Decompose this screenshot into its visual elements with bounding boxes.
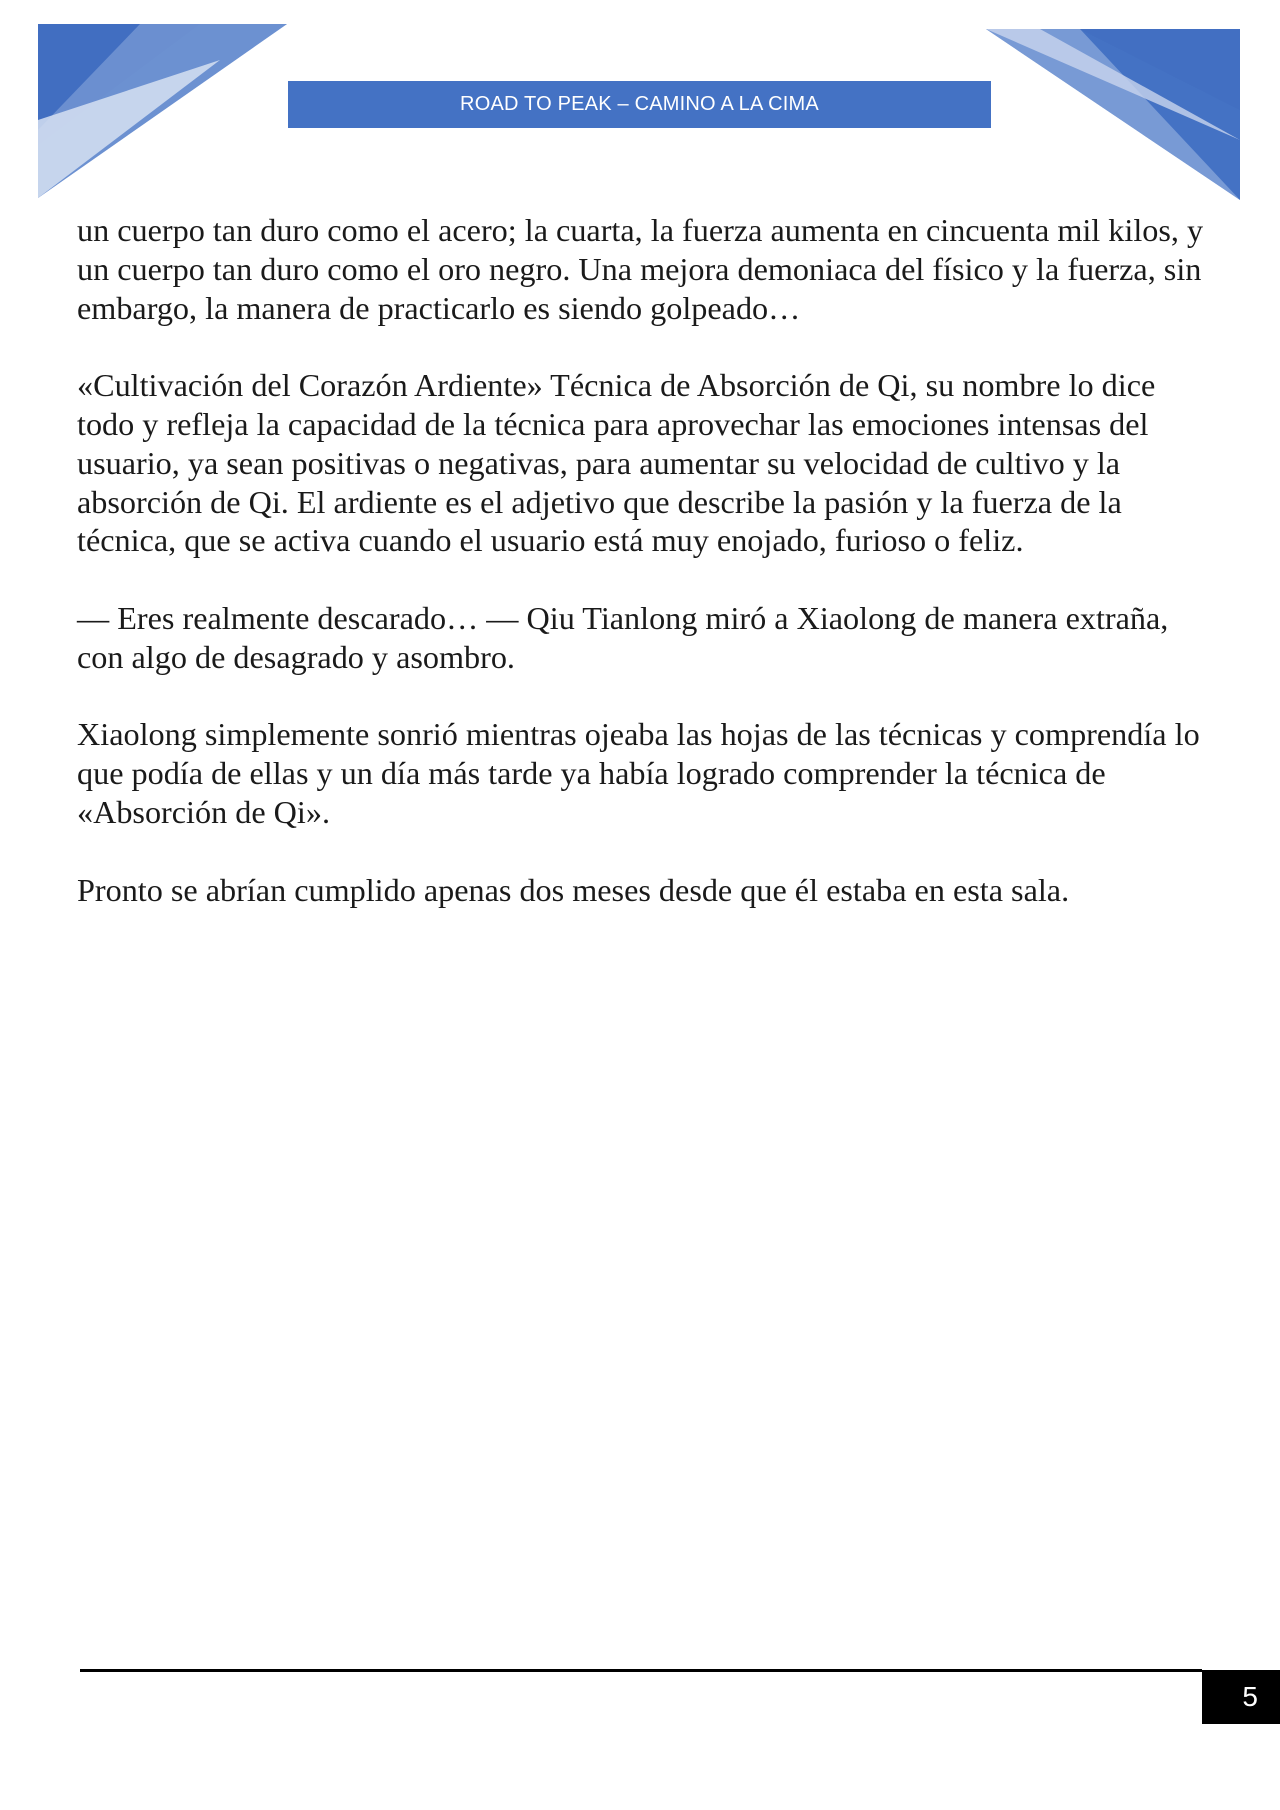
- body-text: [77, 211, 1207, 948]
- corner-decoration-right: [980, 0, 1280, 210]
- paragraph: — Eres realmente descarado… — Qiu Tianlong miró a Xiaolong de manera extraña, con algo de desagrado y asombro.: [77, 599, 1169, 675]
- paragraph: Xiaolong simplemente sonrió mientras ojeaba las hojas de las técnicas y comprendía lo que podía de ellas y un día más tarde ya había logrado comprender la técnica de «Absorción de Qi».: [77, 716, 1200, 830]
- paragraph: «Cultivación del Corazón Ardiente» Técnica de Absorción de Qi, su nombre lo dice todo y refleja la capacidad de la técnica para aprovechar las emociones intensas del usuario, ya sean positivas o negativas, para aumentar su velocidad de cultivo y la absorción de Qi. El ardiente es el adjetivo que describe la pasión y la fuerza de la técnica, que se activa cuando el usuario está muy enojado, furioso o feliz.: [77, 367, 1156, 559]
- header-title: ROAD TO PEAK – CAMINO A LA CIMA: [288, 81, 991, 128]
- paragraph: Pronto se abrían cumplido apenas dos meses desde que él estaba en esta sala.: [77, 871, 1070, 908]
- page-number: 5: [1202, 1670, 1280, 1724]
- paragraph: un cuerpo tan duro como el acero; la cuarta, la fuerza aumenta en cincuenta mil kilos, y un cuerpo tan duro como el oro negro. Una mejora demoniaca del físico y la fuerza, sin embargo, la manera de practicarlo es siendo golpeado…: [77, 212, 1204, 326]
- corner-decoration-left: [0, 0, 300, 210]
- footer-divider: [80, 1669, 1202, 1672]
